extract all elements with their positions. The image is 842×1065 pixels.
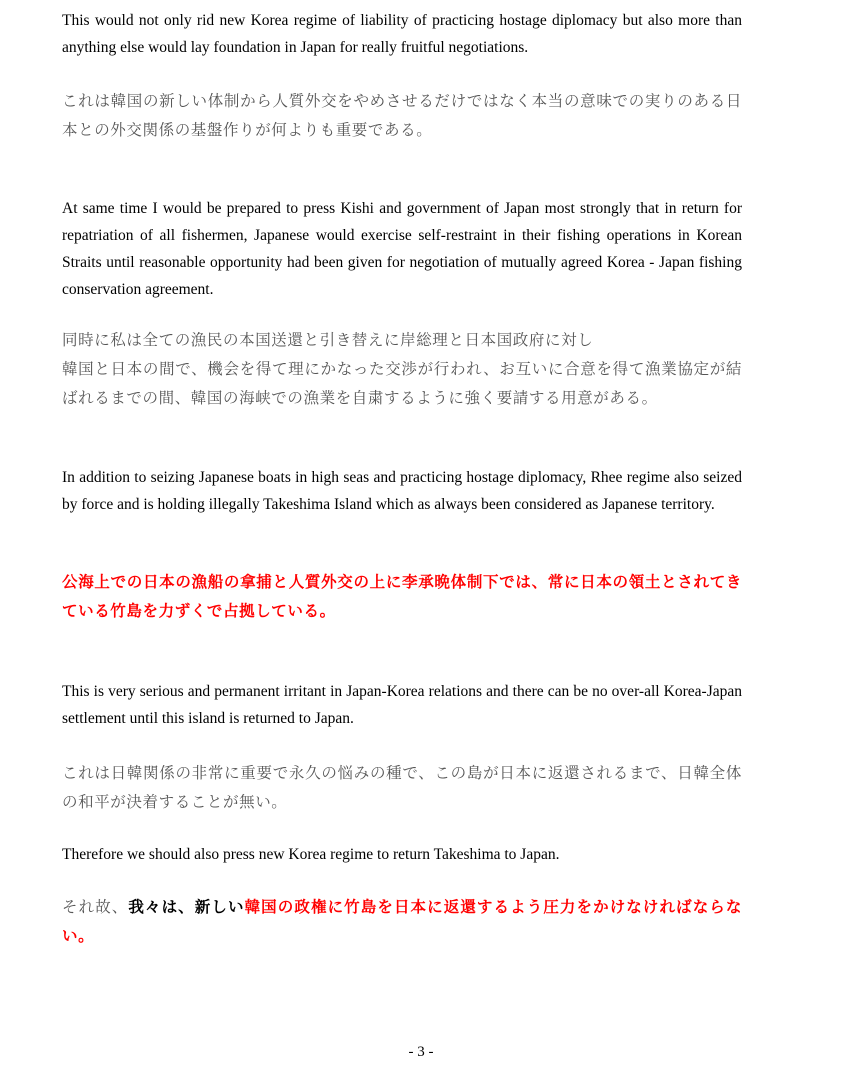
page-number: - 3 - [408, 1044, 434, 1060]
paragraph-4-english: This is very serious and permanent irritant in Japan-Korea relations and there can be no over-all Korea-Japan settlement until this island is returned to Japan. [62, 683, 742, 727]
paragraph-2-japanese-line-2: 韓国と日本の間で、機会を得て理にかなった交渉が行われ、お互いに合意を得て漁業協定が結ばれるまでの間、韓国の海峡での漁業を自粛するように強く要請する用意がある。 [62, 360, 742, 407]
paragraph-3-english: In addition to seizing Japanese boats in high seas and practicing hostage diplomacy, Rhee regime also seized by force and is holding illegally Takeshima Island which as always been considered as Japanese territory. [62, 469, 742, 513]
paragraph-2-english: At same time I would be prepared to press Kishi and government of Japan most strongly that in return for repatriation of all fishermen, Japanese would exercise self-restraint in their fishing operations in Korean Straits until reasonable opportunity had been given for negotiation of mutually agreed Korea - Japan fishing conservation agreement. [62, 200, 742, 298]
paragraph-2-japanese-line-1: 同時に私は全ての漁民の本国送還と引き替えに岸総理と日本国政府に対し [62, 331, 594, 349]
paragraph-5-english: Therefore we should also press new Korea regime to return Takeshima to Japan. [62, 846, 560, 863]
paragraph-3-japanese-highlight: 公海上での日本の漁船の拿捕と人質外交の上に李承晩体制下では、常に日本の領土とされてきている竹島を力ずくで占拠している。 [62, 573, 742, 620]
paragraph-5-japanese-bold: 我々は、新しい [128, 898, 245, 916]
paragraph-5-japanese [62, 893, 742, 951]
paragraph-5-japanese-red: 韓国の政権に竹島を日本に返還するよう圧力をかけなければならない。 [62, 898, 742, 945]
paragraph-1-english: This would not only rid new Korea regime of liability of practicing hostage diplomacy but also more than anything else would lay foundation in Japan for really fruitful negotiations. [62, 12, 742, 56]
paragraph-5-japanese-plain: それ故、 [62, 898, 129, 916]
paragraph-2-japanese [62, 326, 742, 413]
paragraph-1-japanese: これは韓国の新しい体制から人質外交をやめさせるだけではなく本当の意味での実りのある日本との外交関係の基盤作りが何よりも重要である。 [62, 92, 742, 139]
paragraph-4-japanese: これは日韓関係の非常に重要で永久の悩みの種で、この島が日本に返還されるまで、日韓全体の和平が決着することが無い。 [62, 764, 742, 811]
